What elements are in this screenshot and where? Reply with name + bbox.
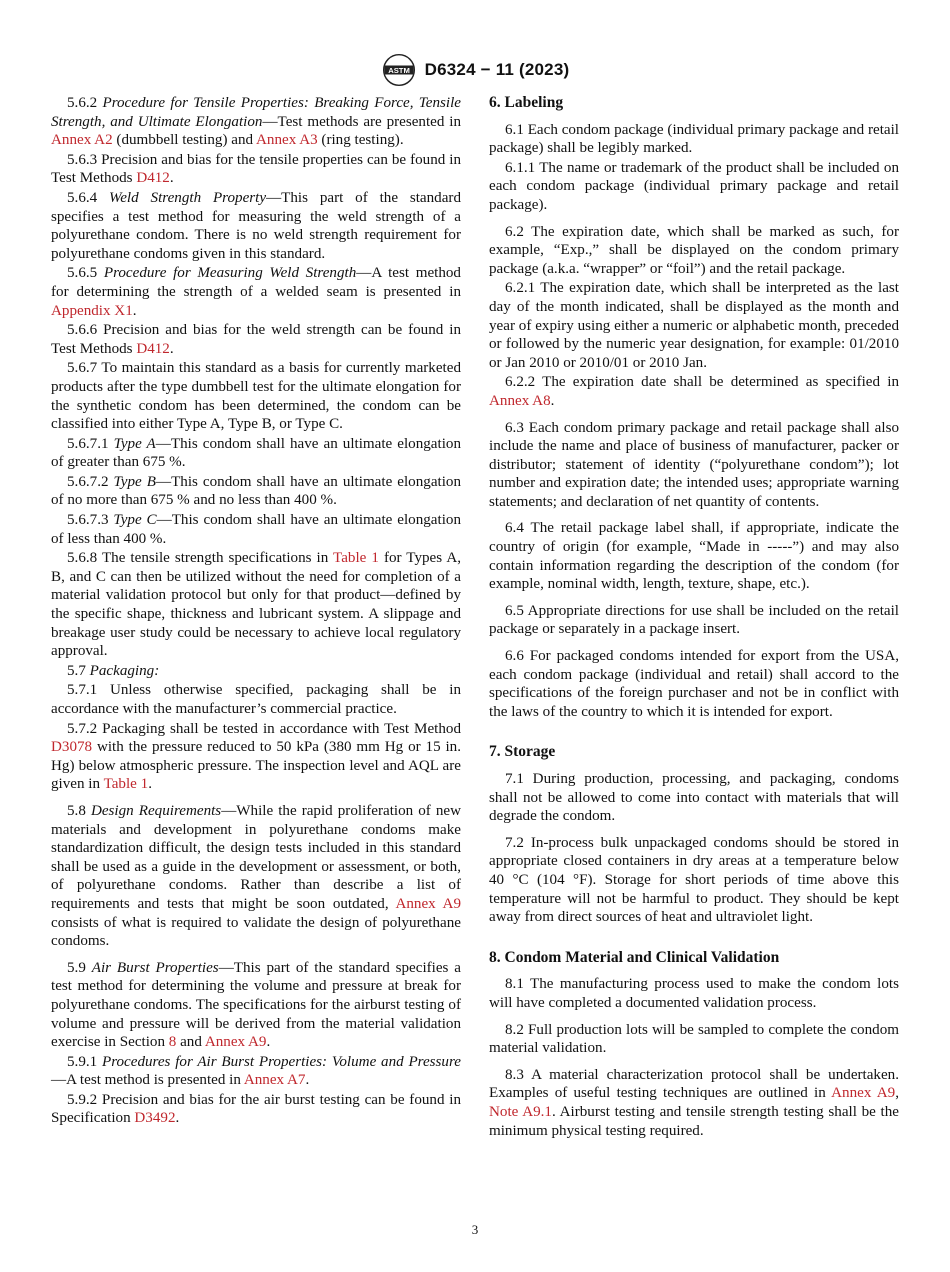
link-annex-a9[interactable]: Annex A9: [204, 1034, 267, 1051]
paragraph-6-6: 6.6 For packaged condoms intended for export from the USA, each condom package (individual and retail) shall accord to the specifications of the foreign purchaser and not be in conflict with the laws of the country to which it is intended for export.: [489, 648, 899, 720]
link-annex-a8[interactable]: Annex A8: [489, 392, 551, 409]
paragraph-5-9-2: 5.9.2 Precision and bias for the air burst testing can be found in Specification D3492.: [51, 1091, 461, 1127]
paragraph-5-9: 5.9 Air Burst Properties—This part of the standard specifies a test method for determining the volume and pressure at break for polyurethane condoms. The specifications for the airburst testing of volume and pressure will be derived from the material validation exercise in Section 8 and Annex A9.: [51, 959, 462, 1051]
link-annex-a3[interactable]: Annex A3: [256, 132, 318, 149]
paragraph-5-6-4: 5.6.4 Weld Strength Property—This part of the standard specifies a test method for measuring the weld strength of a polyurethane condom. There is no weld strength requirement for polyurethane condoms given in this standard.: [51, 189, 461, 262]
paragraph-6-3: 6.3 Each condom primary package and retail package shall also include the name and place of business of manufacturer, packer or distributor; statement of identity (“polyurethane condom”); lot number and expiration date; the intended uses; appropriate warning statements; and declaration of net quantity of contents.: [489, 419, 899, 510]
section-heading-validation: 8. Condom Material and Clinical Validation: [489, 948, 780, 966]
link-annex-a2[interactable]: Annex A2: [51, 132, 113, 149]
paragraph-6-2: 6.2 The expiration date, which shall be marked as such, for example, “Exp.,” shall be displayed on the condom primary package (a.k.a. “wrapper” or “foil”) and the retail package.: [489, 223, 899, 277]
paragraph-6-1: 6.1 Each condom package (individual primary package and retail package) shall be legibly marked.: [489, 121, 899, 157]
paragraph-8-3: 8.3 A material characterization protocol shall be undertaken. Examples of useful testing techniques are outlined in Annex A9, Note A9.1. Airburst testing and tensile strength testing shall be the minimum physical testing required.: [489, 1066, 899, 1139]
paragraph-6-2-1: 6.2.1 The expiration date, which shall be interpreted as the last day of the month indicated, shall be displayed as the month and year of expiry using either a numeric or alphabetic month, preceded or followed by the numeric year designation, for example: 01/2010 or Jan 2010 or 2010/01 or 2010 Jan.: [489, 280, 899, 371]
section-heading-storage: 7. Storage: [489, 743, 556, 761]
link-note-a9-1[interactable]: Note A9.1: [489, 1103, 552, 1120]
link-appendix-x1[interactable]: Appendix X1: [51, 302, 133, 319]
paragraph-5-6-7-2: 5.6.7.2 Type B—This condom shall have an ultimate elongation of no more than 675 % and no less than 400 %.: [51, 473, 461, 509]
paragraph-5-6-7: 5.6.7 To maintain this standard as a basis for currently marketed products after the type dumbbell test for the ultimate elongation for the synthetic condom has been determined, the condom can be classified into either Type A, Type B, or Type C.: [51, 360, 461, 433]
link-annex-a9[interactable]: Annex A9: [831, 1085, 896, 1102]
link-annex-a7[interactable]: Annex A7: [243, 1072, 306, 1089]
astm-logo-icon: [381, 52, 417, 88]
paragraph-5-7: 5.7 Packaging:: [67, 662, 160, 679]
right-column: [489, 94, 899, 1141]
paragraph-5-6-6: 5.6.6 Precision and bias for the weld strength can be found in Test Methods D412.: [51, 322, 461, 357]
paragraph-5-9-1: 5.9.1 Procedures for Air Burst Properties: Volume and Pressure—A test method is presented in Annex A7.: [51, 1053, 461, 1089]
link-annex-a9[interactable]: Annex A9: [395, 895, 461, 912]
page-header: [0, 52, 950, 88]
link-d412[interactable]: D412: [136, 170, 170, 187]
paragraph-5-7-1: 5.7.1 Unless otherwise specified, packaging shall be in accordance with the manufacturer’s commercial practice.: [51, 682, 461, 717]
paragraph-6-5: 6.5 Appropriate directions for use shall be included on the retail package or separately in a package insert.: [489, 602, 899, 638]
paragraph-6-4: 6.4 The retail package label shall, if appropriate, indicate the country of origin (for example, “Made in -----”) and may also contain information regarding the description of the condom (for example, nominal width, length, texture, shape, etc.).: [489, 520, 899, 593]
paragraph-5-6-8: 5.6.8 The tensile strength specifications in Table 1 for Types A, B, and C can then be utilized without the need for completion of a material validation protocol but only for that product—defined by the specific shape, thickness and lubricant system. A slippage and breakage user study could be necessary to achieve local regulatory approval.: [51, 550, 462, 660]
link-table-1[interactable]: Table 1: [333, 550, 379, 567]
paragraph-5-7-2: 5.7.2 Packaging shall be tested in accordance with Test Method D3078 with the pressure reduced to 50 kPa (380 mm Hg or 15 in. Hg) below atmospheric pressure. The inspection level and AQL are given in Table 1.: [51, 720, 461, 793]
link-d3078[interactable]: D3078: [51, 739, 93, 756]
link-table-1[interactable]: Table 1: [103, 776, 149, 793]
paragraph-5-6-7-1: 5.6.7.1 Type A—This condom shall have an ultimate elongation of greater than 675 %.: [51, 435, 461, 471]
svg-text:ASTM: ASTM: [387, 66, 410, 76]
paragraph-5-6-7-3: 5.6.7.3 Type C—This condom shall have an ultimate elongation of less than 400 %.: [51, 512, 461, 547]
paragraph-8-1: 8.1 The manufacturing process used to make the condom lots will have completed a documented validation process.: [489, 976, 899, 1011]
paragraph-5-8: 5.8 Design Requirements—While the rapid proliferation of new materials and development in polyurethane condoms make standardization difficult, the design tests included in this standard shall be used as a guide in the development or assessment, or both, of polyurethane condoms. Rather than describe a list of requirements and tests that might be soon outdated, Annex A9 consists of what is required to validate the design of polyurethane condoms.: [51, 802, 462, 950]
link-section-8[interactable]: 8: [168, 1034, 177, 1051]
page-number: 3: [471, 1222, 479, 1237]
paragraph-5-6-2: 5.6.2 Procedure for Tensile Properties: Breaking Force, Tensile Strength, and Ultimate Elongation—Test methods are presented in Annex A2 (dumbbell testing) and Annex A3 (ring testing).: [51, 95, 462, 149]
link-d412[interactable]: D412: [136, 340, 170, 357]
paragraph-7-2: 7.2 In-process bulk unpackaged condoms should be stored in appropriate closed containers in dry areas at a temperature below 40 °C (104 °F). Storage for short periods of time above this temperature will not be harmful to product. They should be kept away from direct sources of heat and ultraviolet light.: [489, 834, 899, 926]
left-column: [51, 94, 461, 1129]
paragraph-5-6-3: 5.6.3 Precision and bias for the tensile properties can be found in Test Methods D412.: [51, 151, 461, 187]
paragraph-7-1: 7.1 During production, processing, and packaging, condoms shall not be allowed to come into contact with materials that will degrade the condom.: [489, 771, 899, 825]
paragraph-8-2: 8.2 Full production lots will be sampled to complete the condom material validation.: [489, 1021, 899, 1057]
paragraph-5-6-5: 5.6.5 Procedure for Measuring Weld Strength—A test method for determining the strength of a welded seam is presented in Appendix X1.: [51, 265, 461, 319]
document-designation: D6324 − 11 (2023): [424, 60, 570, 79]
link-d3492[interactable]: D3492: [134, 1110, 176, 1127]
paragraph-6-2-2: 6.2.2 The expiration date shall be determined as specified in Annex A8.: [489, 374, 899, 409]
paragraph-6-1-1: 6.1.1 The name or trademark of the product shall be included on each condom package (individual primary package and retail package).: [489, 159, 899, 213]
section-heading-labeling: 6. Labeling: [489, 94, 564, 111]
